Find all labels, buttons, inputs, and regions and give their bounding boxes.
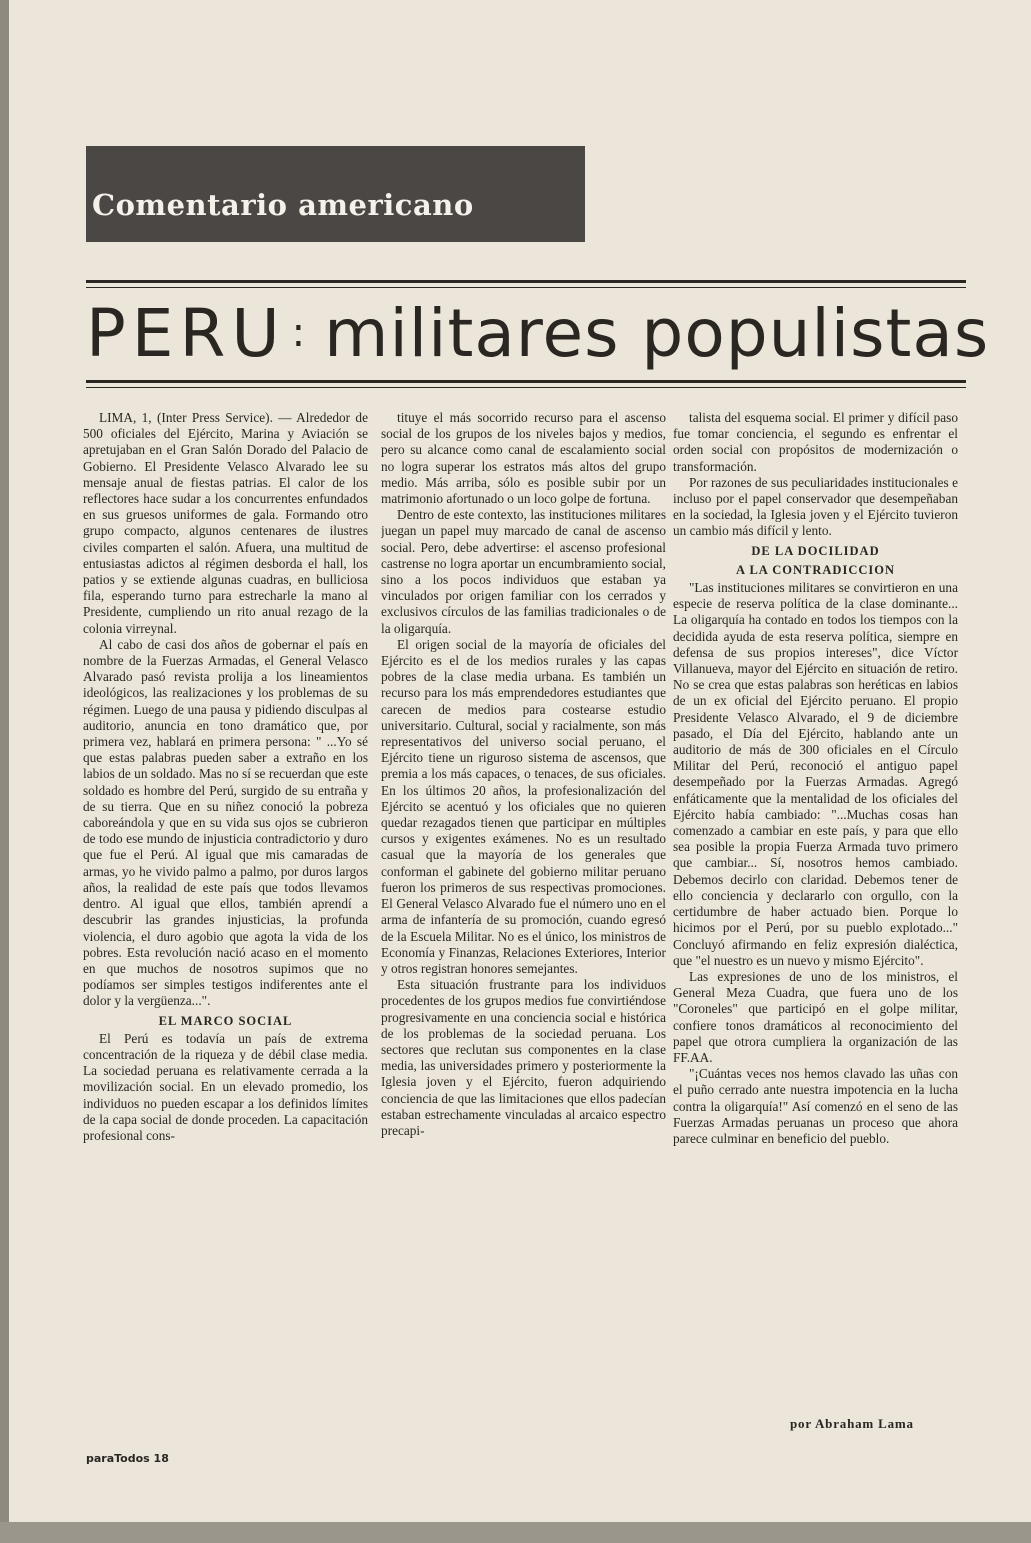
subheading: DE LA DOCILIDAD bbox=[751, 543, 880, 558]
article-column-3 bbox=[673, 410, 958, 1440]
paragraph: tituye el más socorrido recurso para el ascenso social de los grupos de los niveles bajos y medios, pero su alcance como canal de escalamiento social no logra superar los estratos más altos del grupo medio. Más arriba, sólo es posible subir por un matrimonio afortunado o un loco golpe de fortuna. bbox=[381, 410, 666, 507]
page-footer: paraTodos 18 bbox=[86, 1452, 169, 1465]
article-title-country: PERU bbox=[86, 295, 286, 372]
paragraph: "¡Cuántas veces nos hemos clavado las uñas con el puño cerrado ante nuestra impotencia en la lucha contra la oligarquía!" Así comenzó en el seno de las Fuerzas Armadas peruanas un proceso que ahora parece culminar en beneficio del pueblo. bbox=[673, 1066, 958, 1146]
headline-rule-top bbox=[86, 280, 966, 283]
article-column-1 bbox=[83, 410, 368, 1440]
paragraph: Las expresiones de uno de los ministros, el General Meza Cuadra, que fuera uno de los "Coroneles" que participó en el golpe militar, confiere tonos dramáticos al reconocimiento del papel que otrora cumpliera la organización de las FF.AA. bbox=[673, 968, 958, 1065]
paragraph: Dentro de este contexto, las instituciones militares juegan un papel muy marcado de canal de ascenso social. Pero, debe advertirse: el ascenso profesional castrense no logra aportar un encumbramiento social, sino a los pocos individuos que estaban ya vinculados por origen familiar con los cerrados y exclusivos círculos de las familias tradicionales o de la oligarquía. bbox=[381, 507, 666, 636]
paragraph: Al cabo de casi dos años de gobernar el país en nombre de la Fuerzas Armadas, el General Velasco Alvarado pasó revista prolija a los lineamientos ideológicos, las realizaciones y los problemas de su régimen. Luego de una pausa y pidiendo disculpas al auditorio, anuncia en tono dramático que, por primera vez, hablará en primera persona: " ...Yo sé que estas palabras pueden saber a extraño en los labios de un soldado. Mas no sí se recuerdan que este soldado es hombre del Perú, surgido de su entraña y de su tierra. Que en su niñez conoció la pobreza caboreándola y que en su vida sus ojos se cubrieron de todo ese mundo de injusticia contradictorio y duro que fue el Perú. Al igual que mis camaradas de armas, yo he vivido palmo a palmo, por duros largos años, la realidad de este país que todos llevamos dentro. Al igual que ellos, también aprendí a descubrir las grandes injusticias, la profunda violencia, el duro agobio que agota la vida de los pobres. Esta revolución nació acaso en el momento en que muchos de nosotros supimos que no podíamos ser simples testigos indiferentes ante el dolor y la vergüenza...". bbox=[83, 636, 368, 1009]
paragraph: El Perú es todavía un país de extrema concentración de la riqueza y de débil clase media. La sociedad peruana es relativamente cerrada a la movilización social. En un elevado promedio, los individuos no pueden escapar a los definidos límites de la capa social de donde proceden. La capacitación profesional cons- bbox=[83, 1030, 368, 1143]
article-title-separator: : bbox=[291, 310, 307, 356]
section-banner-label: Comentario americano bbox=[92, 188, 474, 222]
paragraph: Esta situación frustrante para los individuos procedentes de los grupos medios fue convirtiéndose progresivamente en una conciencia social e histórica de los problemas de la sociedad peruana. Los sectores que reclutan sus componentes en la clase media, las universidades primero y posteriormente la Iglesia joven y el Ejército, fueron adquiriendo conciencia de que las limitaciones que ellos padecían estaban estrechamente vinculadas al arcaico espectro precapi- bbox=[381, 977, 666, 1138]
subheading: EL MARCO SOCIAL bbox=[158, 1013, 293, 1028]
paragraph: talista del esquema social. El primer y difícil paso fue tomar conciencia, el segundo es enfrentar el orden social con propósitos de modernización o transformación. bbox=[673, 410, 958, 474]
page-left-edge bbox=[0, 0, 9, 1543]
paragraph: LIMA, 1, (Inter Press Service). — Alrededor de 500 oficiales del Ejército, Marina y Aviación se apretujaban en el Gran Salón Dorado del Palacio de Gobierno. El Presidente Velasco Alvarado lee su mensaje anual de fiestas patrias. El calor de los reflectores hace sudar a los concurrentes enfundados en sus gruesos uniformes de gala. Formando otro grupo compacto, algunos centenares de ilustres civiles comparten el salón. Afuera, una multitud de entusiastas adictos al régimen desborda el hall, los patios y se extiende algunas cuadras, en bulliciosa fila, esperando turno para estrecharle la mano al Presidente, cumpliendo un rito anual rezago de la colonia virreynal. bbox=[83, 410, 368, 636]
paragraph: Por razones de sus peculiaridades institucionales e incluso por el papel conservador que desempeñaban en la sociedad, la Iglesia joven y el Ejército tuvieron un cambio más difícil y lento. bbox=[673, 474, 958, 539]
article-title bbox=[86, 286, 990, 380]
article-column-2 bbox=[381, 410, 666, 1440]
paragraph: "Las instituciones militares se convirtieron en una especie de reserva política de la clase dominante... La oligarquía ha contado en todos los tiempos con la decidida ayuda de esta reserva política, siempre en defensa de sus propios intereses", dice Víctor Villanueva, mayor del Ejército en situación de retiro. No se crea que estas palabras son heréticas en labios de un ex oficial del Ejército peruano. El propio Presidente Velasco Alvarado, el 9 de diciembre pasado, el Día del Ejército, hablando ante un auditorio de más de 300 oficiales en el Círculo Militar del Perú, reconoció el antiguo papel desempeñado por la Fuerzas Armadas. Agregó enfáticamente que la mentalidad de los oficiales del Ejército había cambiado: "...Muchas cosas han comenzado a cambiar en este país, y para que ello sea posible la propia Fuerza Armada tuvo primero que cambiar... Sí, nosotros hemos cambiado. Debemos decirlo con claridad. Debemos tener de ello conciencia y declararlo con orgullo, con la certidumbre de haber actuado bien. Porque lo hicimos por el Perú, por su pueblo explotado..." Concluyó afirmando en feliz expresión dialéctica, que "el nuestro es un nuevo y mismo Ejército". bbox=[673, 580, 958, 968]
article-byline: por Abraham Lama bbox=[790, 1416, 914, 1431]
page-bottom-edge bbox=[0, 1522, 1031, 1543]
headline-rule-bottom bbox=[86, 380, 966, 383]
paragraph: El origen social de la mayoría de oficiales del Ejército es el de los medios rurales y las capas pobres de la clase media urbana. Es también un recurso para los más emprendedores estudiantes que carecen de medios para costearse estudio universitario. Cultural, social y racialmente, son más representativos del universo social peruano, el Ejército tiene un riguroso sistema de ascensos, que premia a los más capaces, o tenaces, de sus oficiales. En los últimos 20 años, la profesionalización del Ejército se acentuó y los oficiales que no quieren quedar rezagados tienen que participar en múltiples cursos y exigentes exámenes. No es un resultado casual que la mayoría de los generales que conforman el gabinete del gobierno militar peruano fueron los primeros de sus respectivas promociones. El General Velasco Alvarado fue el número uno en el arma de infantería de su promoción, cuando egresó de la Escuela Militar. No es el único, los ministros de Economía y Finanzas, Relaciones Exteriores, Interior y otros registran honores semejantes. bbox=[381, 636, 666, 976]
article-title-rest: militares populistas bbox=[324, 295, 990, 372]
subheading: A LA CONTRADICCION bbox=[736, 562, 895, 577]
headline-rule-bottom-thin bbox=[86, 387, 966, 388]
